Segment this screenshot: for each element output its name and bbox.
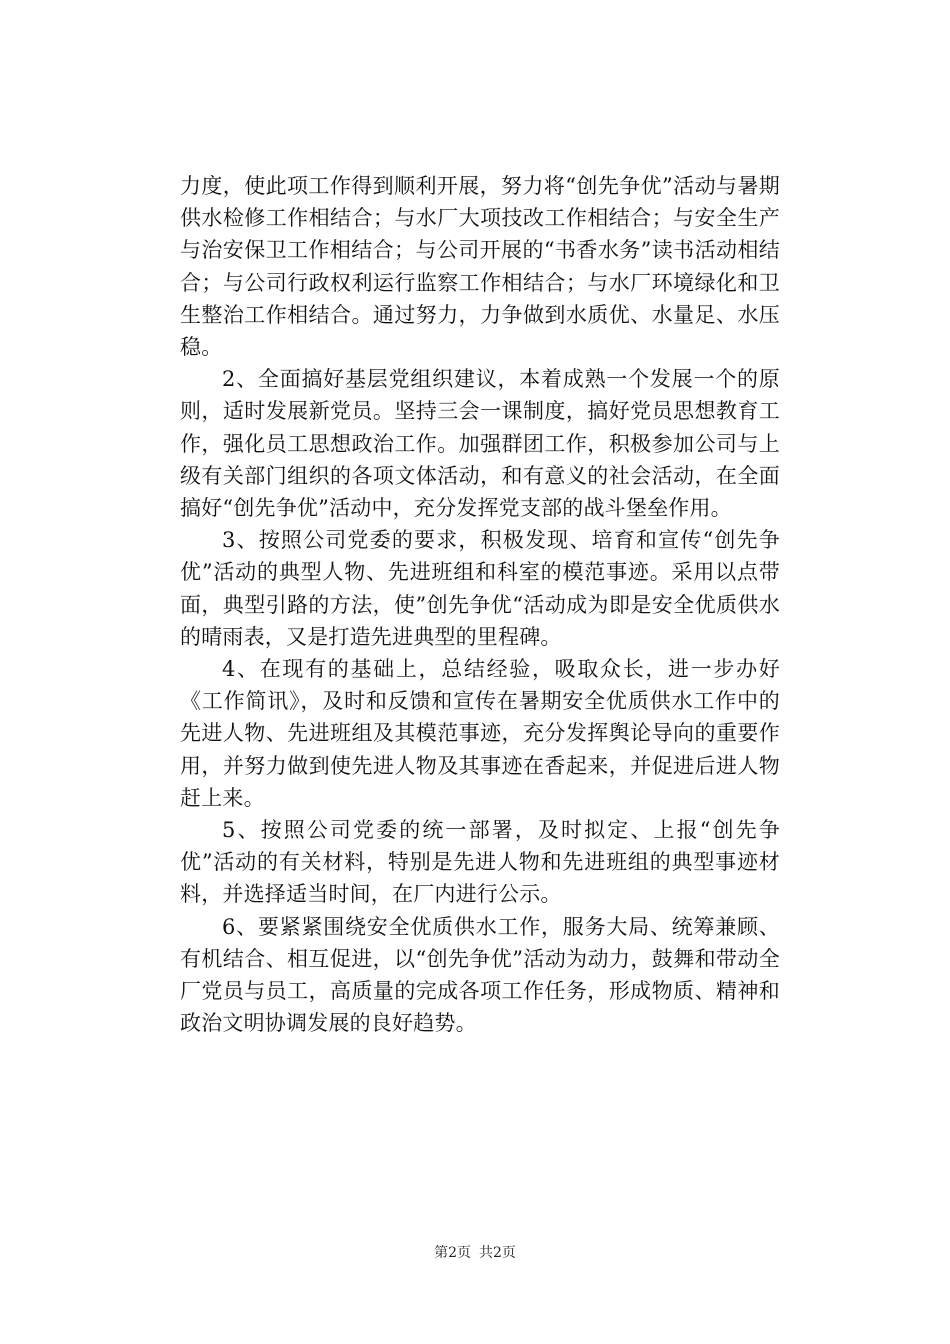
paragraph-item-4: 4、在现有的基础上，总结经验，吸取众长，进一步办好《工作简讯》，及时和反馈和宣传在暑期安全优质供水工作中的先进人物、先进班组及其模范事迹，充分发挥舆论导向的重要作用，并努力做到使先进人物及其事迹在香起来，并促进后进人物赶上来。: [180, 657, 780, 810]
page-number: 第2页: [434, 1245, 471, 1261]
paragraph-item-2: 2、全面搞好基层党组织建议，本着成熟一个发展一个的原则，适时发展新党员。坚持三会一课制度，搞好党员思想教育工作，强化员工思想政治工作。加强群团工作，积极参加公司与上级有关部门组织的各项文体活动，和有意义的社会活动，在全面搞好“创先争优”活动中，充分发挥党支部的战斗堡垒作用。: [180, 367, 780, 521]
page-total: 共2页: [479, 1245, 516, 1261]
paragraph-item-6: 6、要紧紧围绕安全优质供水工作，服务大局、统筹兼顾、有机结合、相互促进，以“创先争优”活动为动力，鼓舞和带动全厂党员与员工，高质量的完成各项工作任务，形成物质、精神和政治文明协调发展的良好趋势。: [180, 914, 780, 1036]
page-footer: [0, 1243, 950, 1263]
paragraph-item-3: 3、按照公司党委的要求，积极发现、培育和宣传“创先争优”活动的典型人物、先进班组和科室的模范事迹。采用以点带面，典型引路的方法，使”创先争优“活动成为即是安全优质供水的晴雨表，又是打造先进典型的里程碑。: [180, 528, 780, 649]
paragraph-item-5: 5、按照公司党委的统一部署，及时拟定、上报“创先争优”活动的有关材料，特别是先进人物和先进班组的典型事迹材料，并选择适当时间，在厂内进行公示。: [180, 818, 780, 907]
paragraph-continuation: 力度，使此项工作得到顺利开展，努力将“创先争优”活动与暑期供水检修工作相结合；与水厂大项技改工作相结合；与安全生产与治安保卫工作相结合；与公司开展的“书香水务”读书活动相结合；与公司行政权利运行监察工作相结合；与水厂环境绿化和卫生整治工作相结合。通过努力，力争做到水质优、水量足、水压稳。: [180, 174, 780, 360]
document-body: [180, 170, 780, 1039]
